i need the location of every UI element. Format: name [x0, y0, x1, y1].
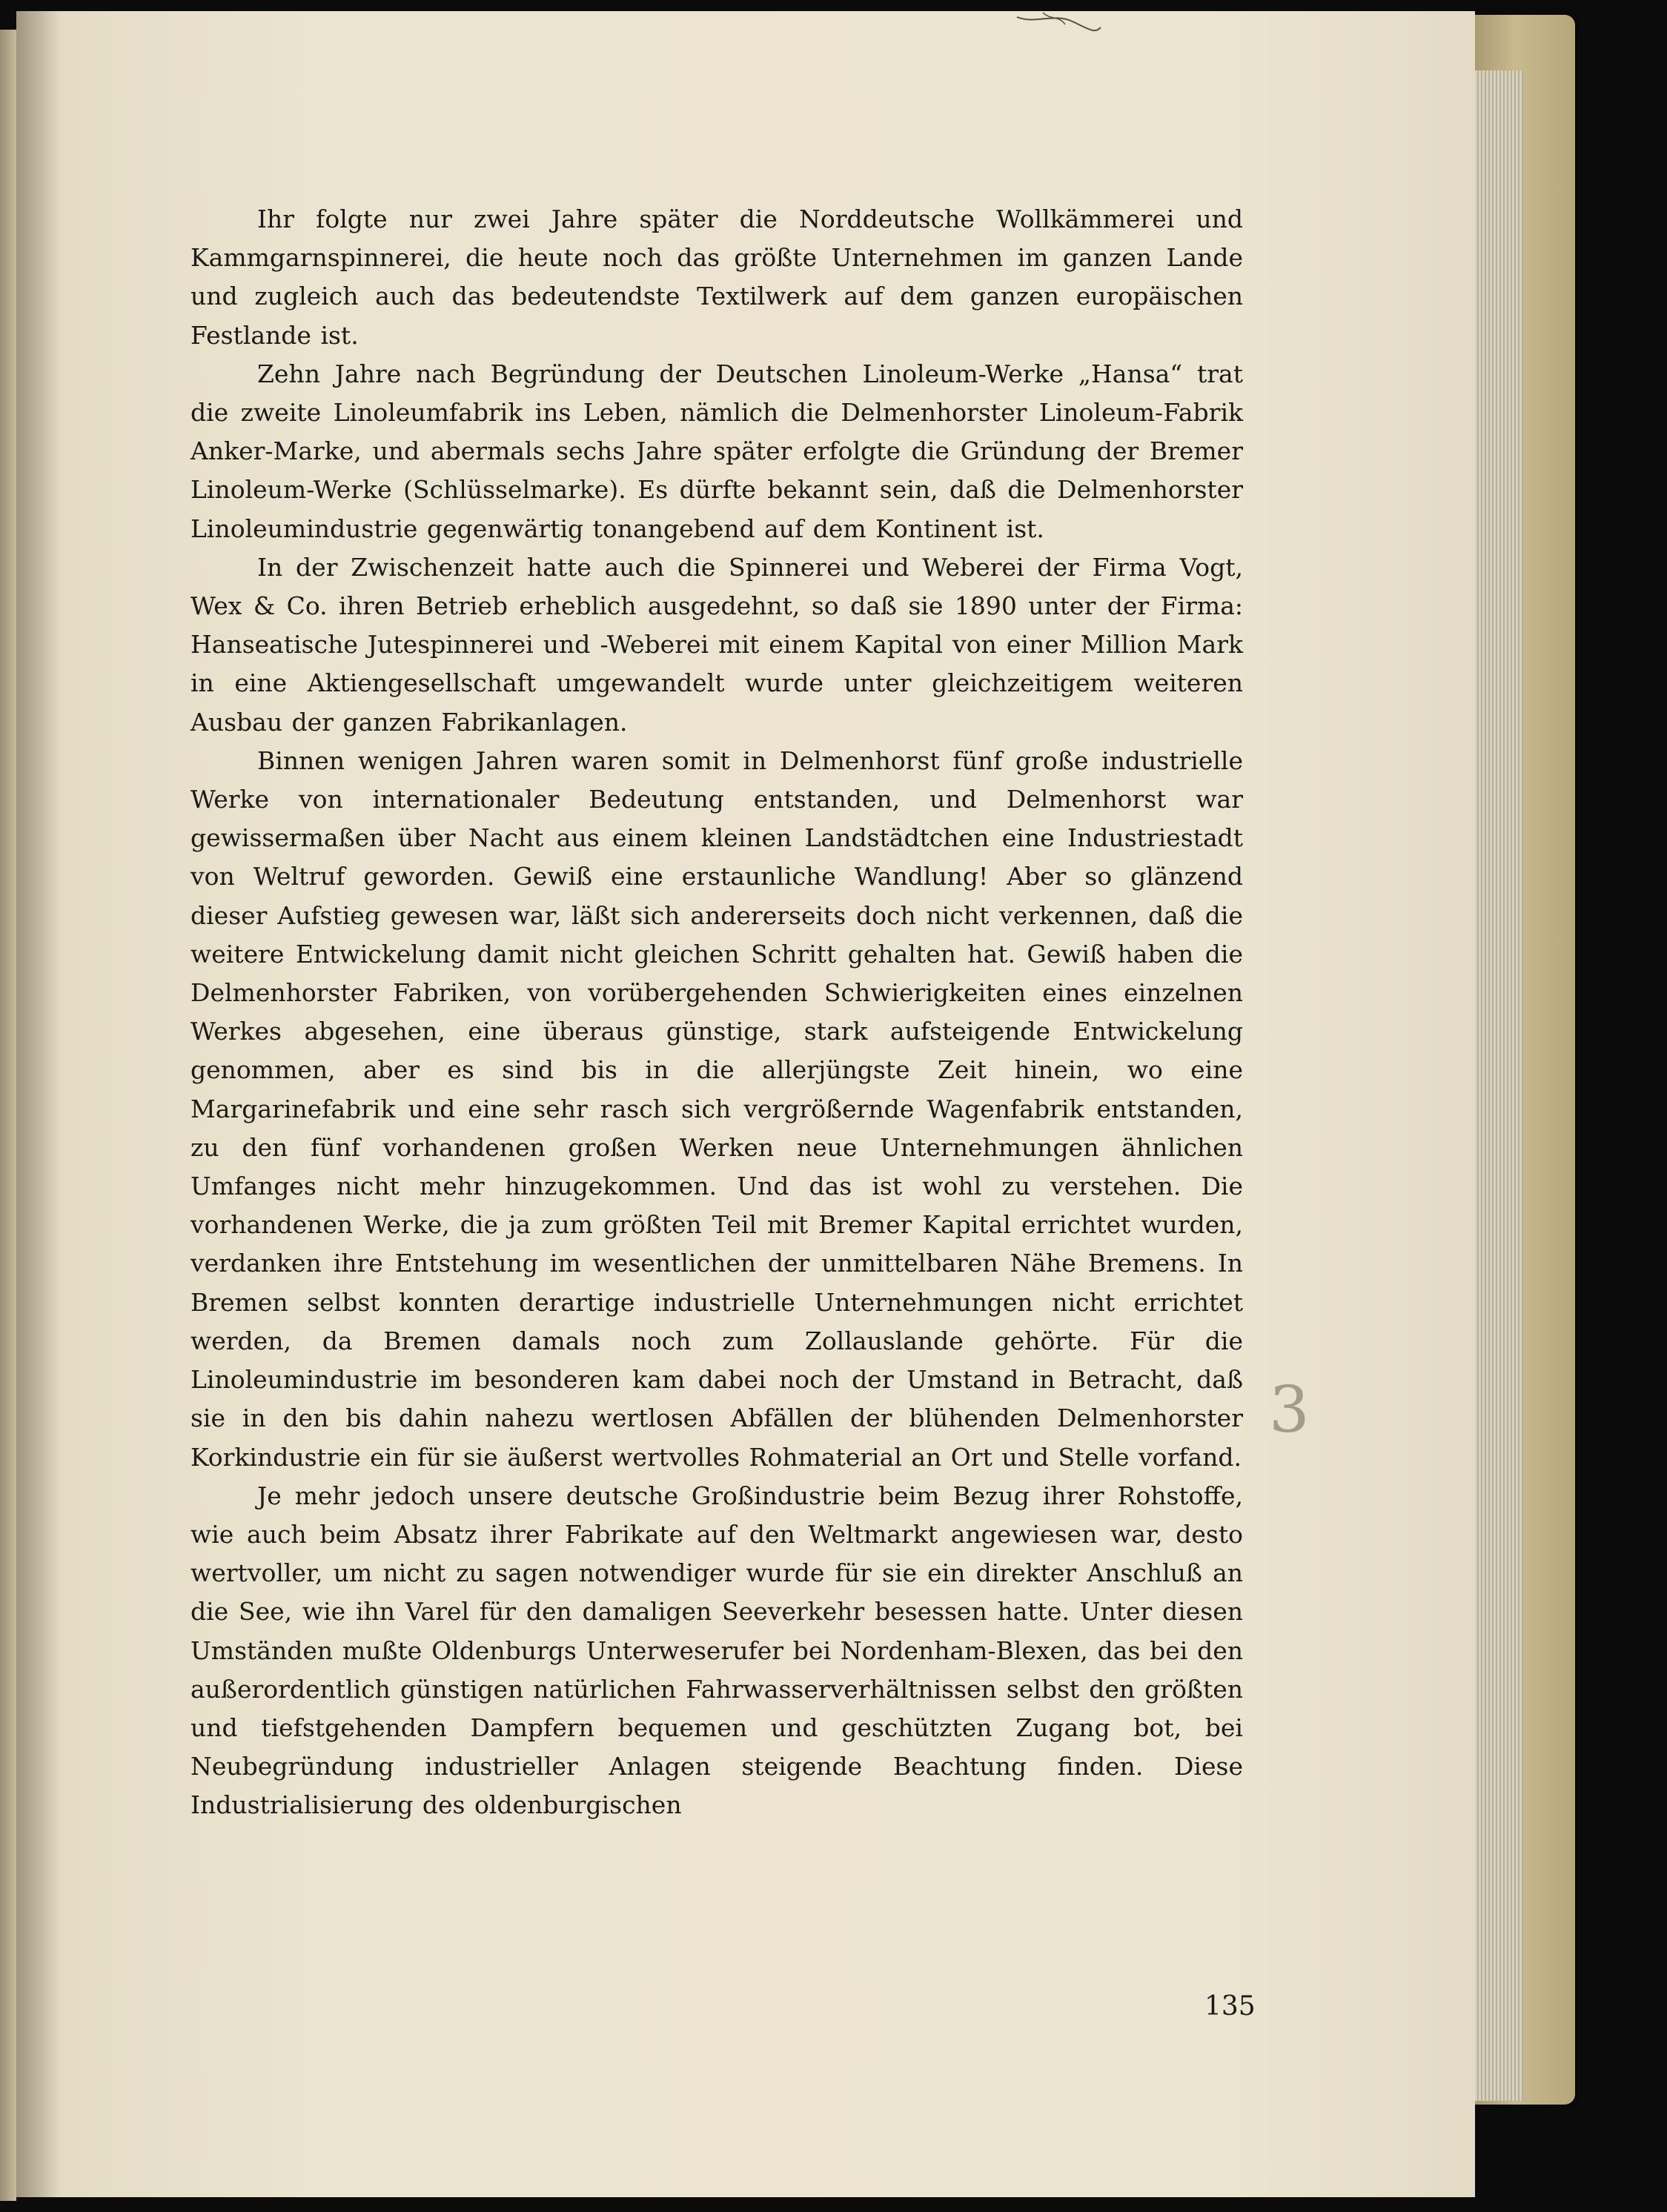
paragraph: Ihr folgte nur zwei Jahre später die Norddeutsche Wollkämmerei und Kammgarnspinnerei, die heute noch das größte Unternehmen im ganzen Lande und zugleich auch das bedeutendste Textilwerk auf dem ganzen europäischen Festlande ist. — [190, 205, 1243, 350]
paragraph: In der Zwischenzeit hatte auch die Spinnerei und Weberei der Firma Vogt, Wex & Co. ihren Betrieb erheblich ausgedehnt, so daß sie 1890 unter der Firma: Hanseatische Jutespinnerei und -Weberei mit einem Kapital von einer Million Mark in eine Aktiengesellschaft umgewandelt wurde unter gleichzeitigem weiteren Ausbau der ganzen Fabrikanlagen. — [190, 552, 1243, 737]
loose-thread-icon — [1013, 11, 1102, 41]
paragraph: Zehn Jahre nach Begründung der Deutschen Linoleum-Werke „Hansa“ trat die zweite Linoleumfabrik ins Leben, nämlich die Delmenhorster Linoleum-Fabrik Anker-Marke, und abermals sechs Jahre später erfolgte die Gründung der Bremer Linoleum-Werke (Schlüsselmarke). Es dürfte bekannt sein, daß die Delmenhorster Linoleumindustrie gegenwärtig tonangebend auf dem Kontinent ist. — [190, 359, 1243, 543]
body-text — [190, 200, 1243, 1825]
book-page — [16, 11, 1475, 2197]
page-gutter-shadow — [16, 11, 61, 2197]
handwritten-margin-note: 3 — [1269, 1373, 1310, 1447]
page-stack-edge — [1471, 70, 1523, 2101]
paragraph: Je mehr jedoch unsere deutsche Großindustrie beim Bezug ihrer Rohstoffe, wie auch beim Absatz ihrer Fabrikate auf den Weltmarkt angewiesen war, desto wertvoller, um nicht zu sagen notwendiger wurde für sie ein direkter Anschluß an die See, wie ihn Varel für den damaligen Seeverkehr besessen hatte. Unter diesen Umständen mußte Oldenburgs Unterweserufer bei Nordenham-Blexen, das bei den außerordentlich günstigen natürlichen Fahrwasserverhältnissen selbst den größten und tiefstgehenden Dampfern bequemen und geschützten Zugang bot, bei Neubegründung industrieller Anlagen steigende Beachtung finden. Diese Industrialisierung des oldenburgischen — [190, 1481, 1243, 1820]
page-number: 135 — [1204, 1991, 1256, 2022]
previous-page-edge — [0, 30, 16, 2201]
paragraph: Binnen wenigen Jahren waren somit in Delmenhorst fünf große industrielle Werke von internationaler Bedeutung entstanden, und Delmenhorst war gewissermaßen über Nacht aus einem kleinen Landstädtchen eine Industriestadt von Weltruf geworden. Gewiß eine erstaunliche Wandlung! Aber so glänzend dieser Aufstieg gewesen war, läßt sich andererseits doch nicht verkennen, daß die weitere Entwickelung damit nicht gleichen Schritt gehalten hat. Gewiß haben die Delmenhorster Fabriken, von vorübergehenden Schwierigkeiten eines einzelnen Werkes abgesehen, eine überaus günstige, stark aufsteigende Entwickelung genommen, aber es sind bis in die allerjüngste Zeit hinein, wo eine Margarinefabrik und eine sehr rasch sich vergrößernde Wagenfabrik entstanden, zu den fünf vorhandenen großen Werken neue Unternehmungen ähnlichen Umfanges nicht mehr hinzugekommen. Und das ist wohl zu verstehen. Die vorhandenen Werke, die ja zum größten Teil mit Bremer Kapital errichtet wurden, verdanken ihre Entstehung im wesentlichen der unmittelbaren Nähe Bremens. In Bremen selbst konnten derartige industrielle Unternehmungen nicht errichtet werden, da Bremen damals noch zum Zollauslande gehörte. Für die Linoleumindustrie im besonderen kam dabei noch der Umstand in Betracht, daß sie in den bis dahin nahezu wertlosen Abfällen der blühenden Delmenhorster Korkindustrie ein für sie äußerst wertvolles Rohmaterial an Ort und Stelle vorfand. — [190, 745, 1243, 1472]
